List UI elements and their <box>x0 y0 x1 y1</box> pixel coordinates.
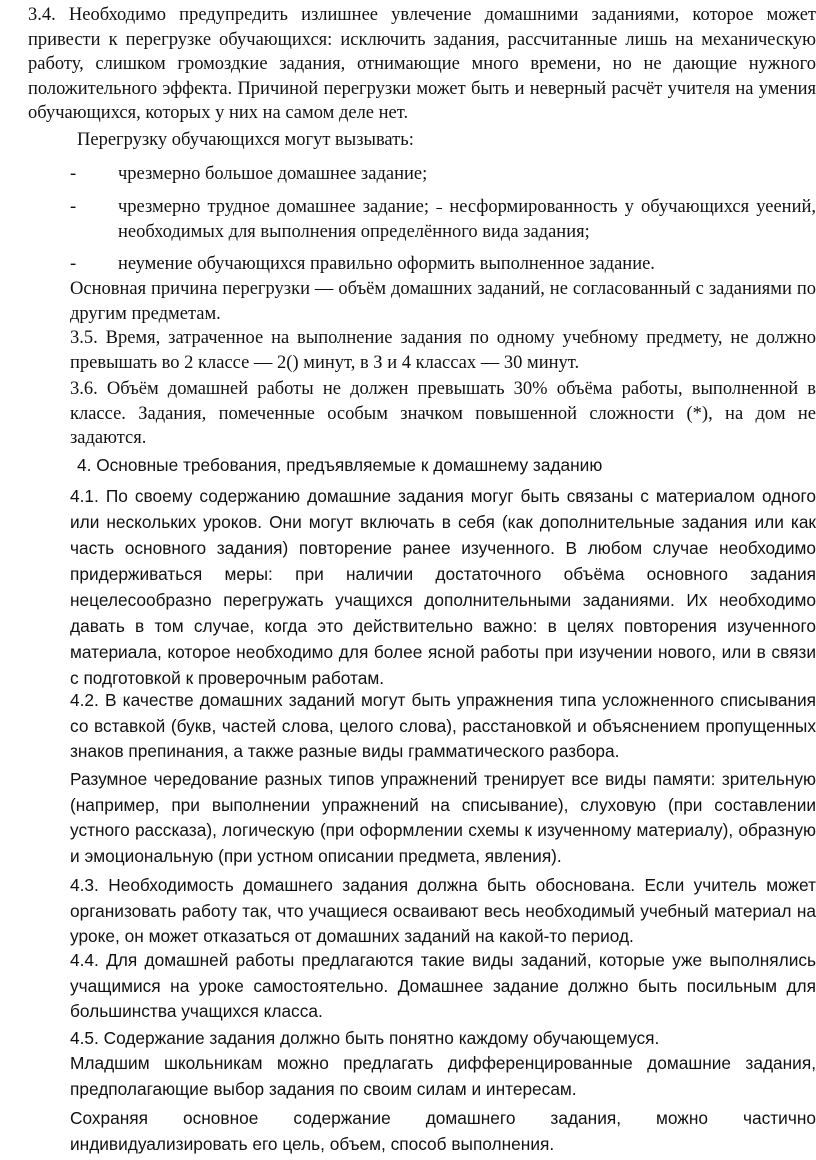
paragraph-4-4: 4.4. Для домашней работы предлагаются такие виды заданий, которые уже выполнялись учащимися на уроке самостоятельно. Домашнее задание должно быть посильным для большинства учащихся класса. <box>70 950 816 1021</box>
paragraph-3-5: 3.5. Время, затраченное на выполнение задания по одному учебному предмету, не должно превышать во 2 классе — 2() минут, в З и 4 классах — 30 минут. <box>70 328 816 373</box>
list-item <box>70 252 816 277</box>
paragraph-4-1: 4.1. По своему содержанию домашние задания могуг быть связаны с материалом одного или нескольких уроков. Они могут включать в себя (как дополнительные задания или как часть основного задания) повторение ранее изученного. В любом случае необходимо придерживаться меры: при наличии достаточного объёма основного задания нецелесообразно перегружать учащихся дополнительными заданиями. Их необходимо давать в том случае, когда это действительно важно: в целях повторения изученного материала, которое необходимо для более ясной работы при изучении нового, или в связи с подготовкой к проверочным работам. <box>70 486 816 688</box>
list-item <box>70 162 816 187</box>
paragraph-4-5: 4.5. Содержание задания должно быть понятно каждому обучающемуся. <box>70 1028 660 1048</box>
differentiated-tasks-paragraph: Младшим школьникам можно предлагать дифференцированные домашние задания, предполагающие выбор задания по своим силам и интересам. <box>70 1053 816 1099</box>
paragraph-4-2: 4.2. В качестве домашних заданий могут быть упражнения типа усложненного списывания со вставкой (букв, частей слова, целого слова), расстановкой и объяснением пропущенных знаков препинания, а также разные виды грамматического разбора. <box>70 690 816 761</box>
list-item-text: чрезмерно трудное домашнее задание; ˗ несформированность у обучающихся уеений, необходимых для выполнения определённого вида задания; <box>118 197 816 242</box>
section-4-heading: 4. Основные требования, предъявляемые к домашнему заданию <box>77 455 603 475</box>
paragraph-3-4: 3.4. Необходимо предупредить излишнее увлечение домашними заданиями, которое может привести к перегрузке обучающихся: исключить задания, рассчитанные лишь на механическую работу, слишком громоздкие задания, отнимающие много времени, но не дающие нужного положительного эффекта. Причиной перегрузки может быть и неверный расчёт учителя на умения обучающихся, которых у них на самом деле нет. <box>28 5 816 124</box>
dash-marker: - <box>70 254 77 274</box>
main-reason-paragraph: Основная причина перегрузки — объём домашних заданий, не согласованный с заданиями по другим предметам. <box>70 279 816 324</box>
paragraph-4-3: 4.3. Необходимость домашнего задания должна быть обоснована. Если учитель может организовать работу так, что учащиеся осваивают весь необходимый учебный материал на уроке, он может отказаться от домашних заданий на какой-то период. <box>70 875 816 946</box>
dash-marker: - <box>70 197 77 217</box>
list-item <box>70 195 816 244</box>
individualization-paragraph: Сохраняя основное содержание домашнего задания, можно частично индивидуализировать его цель, объем, способ выполнения. <box>70 1108 816 1154</box>
dash-marker: - <box>70 164 77 184</box>
list-item-text: неумение обучающихся правильно оформить выполненное задание. <box>118 254 655 274</box>
memory-paragraph: Разумное чередование разных типов упражнений тренирует все виды памяти: зрительную (например, при выполнении упражнений на списывание), слуховую (при составлении устного рассказа), логическую (при оформлении схемы к изученному материалу), образную и эмоциональную (при устном описании предмета, явления). <box>70 769 816 866</box>
paragraph-3-6: 3.6. Объём домашней работы не должен превышать 30% объёма работы, выполненной в классе. Задания, помеченные особым значком повышенной сложности (*), на дом не задаются. <box>70 379 816 449</box>
list-item-text: чрезмерно большое домашнее задание; <box>118 164 428 184</box>
overload-intro: Перегрузку обучающихся могут вызывать: <box>77 130 414 150</box>
